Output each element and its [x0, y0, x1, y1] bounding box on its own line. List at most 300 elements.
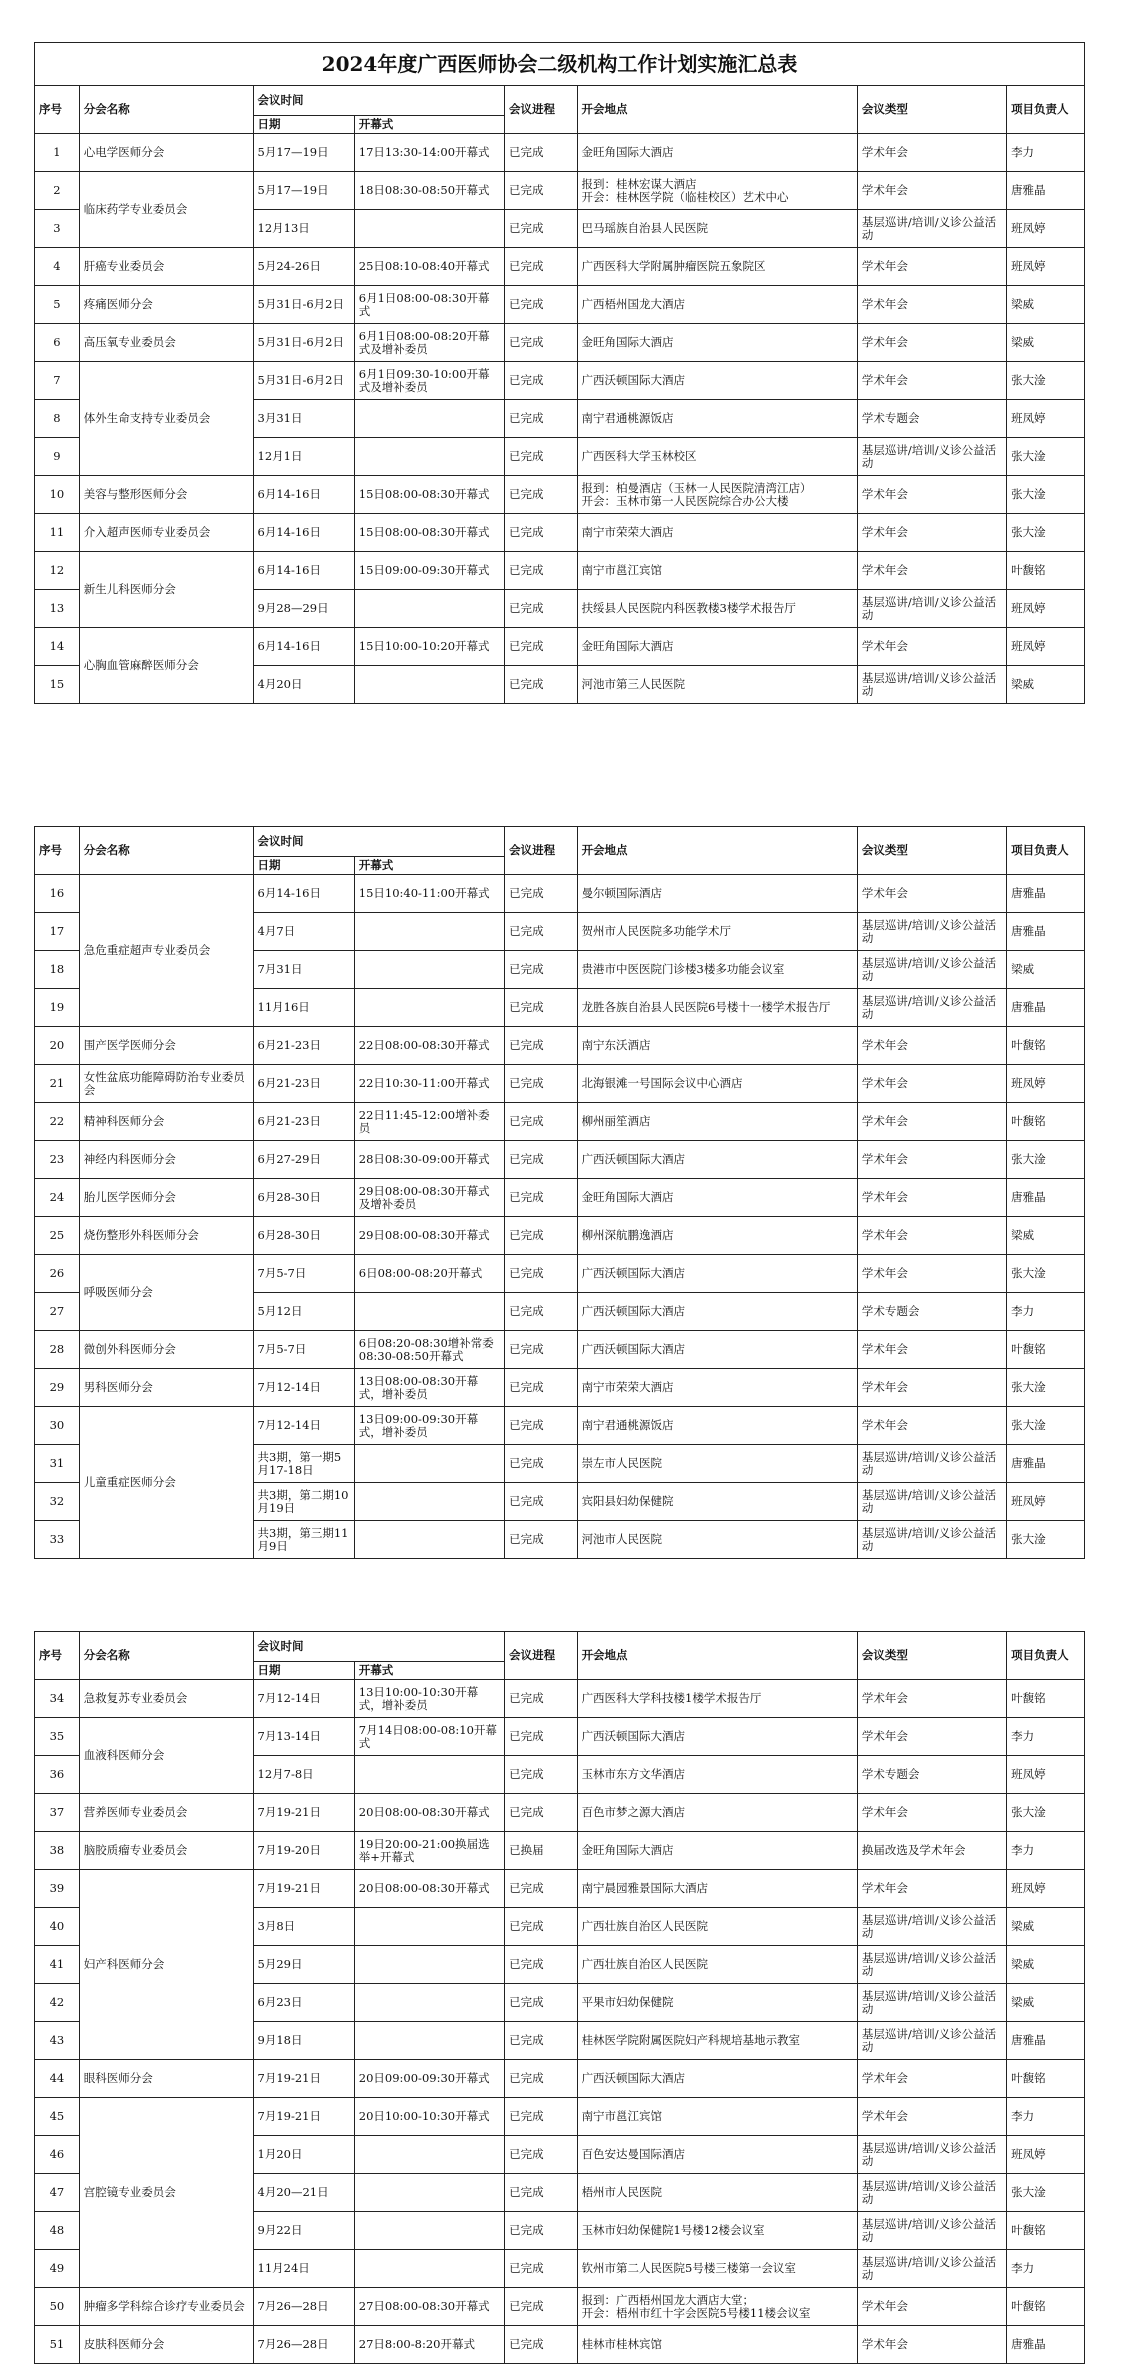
col-header-location: 开会地点 [577, 1632, 857, 1680]
branch-name: 肿瘤多学科综合诊疗专业委员会 [79, 2288, 253, 2326]
row-number: 17 [35, 913, 80, 951]
meeting-progress: 已完成 [505, 2212, 577, 2250]
row-number: 48 [35, 2212, 80, 2250]
project-owner: 唐雅晶 [1007, 989, 1085, 1027]
table-row [35, 1680, 1085, 1718]
project-owner: 李力 [1007, 1718, 1085, 1756]
row-number: 34 [35, 1680, 80, 1718]
col-header-progress: 会议进程 [505, 86, 577, 134]
meeting-progress: 已完成 [505, 2022, 577, 2060]
opening-time: 13日10:00-10:30开幕式，增补委员 [354, 1680, 504, 1718]
project-owner: 班凤婷 [1007, 1065, 1085, 1103]
meeting-location: 宾阳县妇幼保健院 [577, 1483, 857, 1521]
meeting-type: 学术专题会 [857, 400, 1006, 438]
row-number: 16 [35, 875, 80, 913]
meeting-date: 7月13-14日 [253, 1718, 354, 1756]
row-number: 25 [35, 1217, 80, 1255]
meeting-location: 广西壮族自治区人民医院 [577, 1908, 857, 1946]
meeting-location: 金旺角国际大酒店 [577, 324, 857, 362]
project-owner: 叶馥铭 [1007, 1027, 1085, 1065]
meeting-type: 基层巡讲/培训/义诊公益活动 [857, 2022, 1006, 2060]
project-owner: 班凤婷 [1007, 1483, 1085, 1521]
branch-name: 脑胶质瘤专业委员会 [79, 1832, 253, 1870]
meeting-progress: 已完成 [505, 1065, 577, 1103]
branch-name: 微创外科医师分会 [79, 1331, 253, 1369]
project-owner: 张大淦 [1007, 1407, 1085, 1445]
col-header-owner: 项目负责人 [1007, 86, 1085, 134]
table-row [35, 875, 1085, 913]
opening-time: 15日10:00-10:20开幕式 [354, 628, 504, 666]
project-owner: 叶馥铭 [1007, 1331, 1085, 1369]
opening-time: 15日10:40-11:00开幕式 [354, 875, 504, 913]
meeting-progress: 已完成 [505, 2174, 577, 2212]
row-number: 40 [35, 1908, 80, 1946]
meeting-location: 曼尔顿国际酒店 [577, 875, 857, 913]
opening-time [354, 2136, 504, 2174]
row-number: 37 [35, 1794, 80, 1832]
meeting-progress: 已完成 [505, 438, 577, 476]
meeting-date: 7月12-14日 [253, 1369, 354, 1407]
meeting-progress: 已完成 [505, 1331, 577, 1369]
col-header-opening: 开幕式 [354, 1662, 504, 1680]
table-row [35, 2098, 1085, 2136]
branch-name: 介入超声医师专业委员会 [79, 514, 253, 552]
branch-name: 儿童重症医师分会 [79, 1407, 253, 1559]
meeting-location: 河池市第三人民医院 [577, 666, 857, 704]
meeting-date: 6月21-23日 [253, 1027, 354, 1065]
meeting-progress: 已完成 [505, 1217, 577, 1255]
opening-time [354, 1521, 504, 1559]
project-owner: 梁威 [1007, 666, 1085, 704]
project-owner: 班凤婷 [1007, 400, 1085, 438]
table-row [35, 1179, 1085, 1217]
meeting-date: 5月12日 [253, 1293, 354, 1331]
project-owner: 梁威 [1007, 324, 1085, 362]
meeting-date: 6月14-16日 [253, 476, 354, 514]
row-number: 21 [35, 1065, 80, 1103]
meeting-progress: 已完成 [505, 2250, 577, 2288]
table-row [35, 1103, 1085, 1141]
meeting-type: 学术年会 [857, 1369, 1006, 1407]
meeting-date: 6月14-16日 [253, 628, 354, 666]
meeting-date: 5月31日-6月2日 [253, 362, 354, 400]
meeting-location: 南宁东沃酒店 [577, 1027, 857, 1065]
opening-time: 6月1日08:00-08:20开幕式及增补委员 [354, 324, 504, 362]
opening-time: 20日08:00-08:30开幕式 [354, 1794, 504, 1832]
row-number: 9 [35, 438, 80, 476]
row-number: 51 [35, 2326, 80, 2364]
row-number: 35 [35, 1718, 80, 1756]
meeting-type: 学术年会 [857, 552, 1006, 590]
row-number: 43 [35, 2022, 80, 2060]
opening-time [354, 2212, 504, 2250]
project-owner: 梁威 [1007, 1217, 1085, 1255]
meeting-progress: 已完成 [505, 248, 577, 286]
meeting-location: 报到：桂林宏谋大酒店 开会：桂林医学院（临桂校区）艺术中心 [577, 172, 857, 210]
col-header-owner: 项目负责人 [1007, 827, 1085, 875]
meeting-type: 学术年会 [857, 1065, 1006, 1103]
meeting-location: 贺州市人民医院多功能学术厅 [577, 913, 857, 951]
meeting-date: 共3期，第三期11月9日 [253, 1521, 354, 1559]
row-number: 27 [35, 1293, 80, 1331]
branch-name: 急救复苏专业委员会 [79, 1680, 253, 1718]
opening-time [354, 590, 504, 628]
meeting-location: 百色安达曼国际酒店 [577, 2136, 857, 2174]
meeting-location: 桂林市桂林宾馆 [577, 2326, 857, 2364]
project-owner: 张大淦 [1007, 514, 1085, 552]
meeting-progress: 已完成 [505, 286, 577, 324]
project-owner: 班凤婷 [1007, 1870, 1085, 1908]
meeting-progress: 已完成 [505, 1521, 577, 1559]
col-header-branch: 分会名称 [79, 827, 253, 875]
table-row [35, 1331, 1085, 1369]
meeting-location: 玉林市妇幼保健院1号楼12楼会议室 [577, 2212, 857, 2250]
summary-table-body [35, 1632, 1085, 2364]
project-owner: 李力 [1007, 134, 1085, 172]
col-header-date: 日期 [253, 1662, 354, 1680]
meeting-progress: 已完成 [505, 514, 577, 552]
project-owner: 梁威 [1007, 286, 1085, 324]
meeting-date: 4月20日 [253, 666, 354, 704]
table-row [35, 628, 1085, 666]
row-number: 11 [35, 514, 80, 552]
branch-name: 胎儿医学医师分会 [79, 1179, 253, 1217]
summary-table-2 [34, 826, 1085, 1559]
meeting-progress: 已完成 [505, 2326, 577, 2364]
meeting-location: 百色市梦之源大酒店 [577, 1794, 857, 1832]
meeting-date: 5月17—19日 [253, 134, 354, 172]
project-owner: 唐雅晶 [1007, 172, 1085, 210]
opening-time [354, 1293, 504, 1331]
row-number: 10 [35, 476, 80, 514]
project-owner: 李力 [1007, 1293, 1085, 1331]
row-number: 31 [35, 1445, 80, 1483]
project-owner: 叶馥铭 [1007, 2060, 1085, 2098]
opening-time [354, 210, 504, 248]
meeting-type: 基层巡讲/培训/义诊公益活动 [857, 989, 1006, 1027]
row-number: 23 [35, 1141, 80, 1179]
col-header-branch: 分会名称 [79, 1632, 253, 1680]
page-title: 2024年度广西医师协会二级机构工作计划实施汇总表 [35, 43, 1085, 86]
table-row [35, 514, 1085, 552]
opening-time: 15日09:00-09:30开幕式 [354, 552, 504, 590]
meeting-progress: 已完成 [505, 1908, 577, 1946]
meeting-progress: 已完成 [505, 1141, 577, 1179]
meeting-location: 北海银滩一号国际会议中心酒店 [577, 1065, 857, 1103]
meeting-location: 河池市人民医院 [577, 1521, 857, 1559]
row-number: 2 [35, 172, 80, 210]
meeting-type: 学术年会 [857, 1870, 1006, 1908]
meeting-date: 11月16日 [253, 989, 354, 1027]
row-number: 45 [35, 2098, 80, 2136]
summary-table-1 [34, 42, 1085, 704]
branch-name: 围产医学医师分会 [79, 1027, 253, 1065]
row-number: 4 [35, 248, 80, 286]
col-header-location: 开会地点 [577, 86, 857, 134]
meeting-progress: 已完成 [505, 666, 577, 704]
table-row [35, 1255, 1085, 1293]
opening-time [354, 2022, 504, 2060]
project-owner: 唐雅晶 [1007, 2022, 1085, 2060]
meeting-type: 学术年会 [857, 1407, 1006, 1445]
meeting-location: 报到：柏曼酒店（玉林一人民医院清湾江店） 开会：玉林市第一人民医院综合办公大楼 [577, 476, 857, 514]
table-row [35, 134, 1085, 172]
meeting-location: 金旺角国际大酒店 [577, 1832, 857, 1870]
meeting-location: 平果市妇幼保健院 [577, 1984, 857, 2022]
meeting-date: 共3期，第二期10月19日 [253, 1483, 354, 1521]
table-row [35, 1832, 1085, 1870]
project-owner: 张大淦 [1007, 1369, 1085, 1407]
project-owner: 唐雅晶 [1007, 1179, 1085, 1217]
meeting-location: 广西梧州国龙大酒店 [577, 286, 857, 324]
meeting-progress: 已完成 [505, 1407, 577, 1445]
meeting-progress: 已完成 [505, 913, 577, 951]
meeting-location: 南宁晨园雅景国际大酒店 [577, 1870, 857, 1908]
row-number: 46 [35, 2136, 80, 2174]
meeting-progress: 已完成 [505, 1718, 577, 1756]
opening-time: 28日08:30-09:00开幕式 [354, 1141, 504, 1179]
meeting-type: 基层巡讲/培训/义诊公益活动 [857, 913, 1006, 951]
meeting-location: 南宁市邕江宾馆 [577, 552, 857, 590]
opening-time: 20日09:00-09:30开幕式 [354, 2060, 504, 2098]
table-row [35, 248, 1085, 286]
meeting-progress: 已完成 [505, 1255, 577, 1293]
meeting-date: 5月31日-6月2日 [253, 286, 354, 324]
project-owner: 叶馥铭 [1007, 1103, 1085, 1141]
col-header-time: 会议时间 [253, 1632, 505, 1662]
row-number: 19 [35, 989, 80, 1027]
meeting-progress: 已完成 [505, 2098, 577, 2136]
meeting-progress: 已完成 [505, 951, 577, 989]
branch-name: 肝癌专业委员会 [79, 248, 253, 286]
meeting-progress: 已完成 [505, 1984, 577, 2022]
meeting-type: 基层巡讲/培训/义诊公益活动 [857, 2250, 1006, 2288]
col-header-location: 开会地点 [577, 827, 857, 875]
meeting-type: 学术年会 [857, 286, 1006, 324]
opening-time [354, 1946, 504, 1984]
row-number: 7 [35, 362, 80, 400]
meeting-progress: 已完成 [505, 210, 577, 248]
meeting-progress: 已完成 [505, 552, 577, 590]
branch-name: 眼科医师分会 [79, 2060, 253, 2098]
header-row [35, 1632, 1085, 1662]
opening-time: 22日08:00-08:30开幕式 [354, 1027, 504, 1065]
col-header-date: 日期 [253, 116, 354, 134]
project-owner: 梁威 [1007, 1984, 1085, 2022]
col-header-time: 会议时间 [253, 827, 505, 857]
meeting-type: 基层巡讲/培训/义诊公益活动 [857, 1908, 1006, 1946]
meeting-location: 广西沃顿国际大酒店 [577, 362, 857, 400]
meeting-progress: 已完成 [505, 1179, 577, 1217]
row-number: 29 [35, 1369, 80, 1407]
meeting-location: 南宁君通桃源饭店 [577, 1407, 857, 1445]
meeting-type: 基层巡讲/培训/义诊公益活动 [857, 210, 1006, 248]
table-row [35, 552, 1085, 590]
meeting-date: 9月18日 [253, 2022, 354, 2060]
col-header-progress: 会议进程 [505, 827, 577, 875]
project-owner: 梁威 [1007, 1908, 1085, 1946]
meeting-type: 学术年会 [857, 1217, 1006, 1255]
row-number: 41 [35, 1946, 80, 1984]
meeting-location: 南宁市荣荣大酒店 [577, 1369, 857, 1407]
meeting-type: 学术年会 [857, 2060, 1006, 2098]
meeting-location: 广西医科大学附属肿瘤医院五象院区 [577, 248, 857, 286]
meeting-location: 桂林医学院附属医院妇产科规培基地示教室 [577, 2022, 857, 2060]
meeting-date: 5月31日-6月2日 [253, 324, 354, 362]
meeting-location: 广西医科大学科技楼1楼学术报告厅 [577, 1680, 857, 1718]
row-number: 30 [35, 1407, 80, 1445]
branch-name: 疼痛医师分会 [79, 286, 253, 324]
summary-table-3 [34, 1631, 1085, 2364]
branch-name: 神经内科医师分会 [79, 1141, 253, 1179]
meeting-type: 学术年会 [857, 1255, 1006, 1293]
branch-name: 心胸血管麻醉医师分会 [79, 628, 253, 704]
meeting-location: 报到：广西梧州国龙大酒店大堂； 开会：梧州市红十字会医院5号楼11楼会议室 [577, 2288, 857, 2326]
project-owner: 张大淦 [1007, 1521, 1085, 1559]
meeting-date: 7月5-7日 [253, 1331, 354, 1369]
project-owner: 李力 [1007, 2098, 1085, 2136]
meeting-location: 贵港市中医医院门诊楼3楼多功能会议室 [577, 951, 857, 989]
col-header-opening: 开幕式 [354, 116, 504, 134]
meeting-location: 广西沃顿国际大酒店 [577, 1718, 857, 1756]
opening-time: 7月14日08:00-08:10开幕式 [354, 1718, 504, 1756]
branch-name: 呼吸医师分会 [79, 1255, 253, 1331]
meeting-progress: 已完成 [505, 628, 577, 666]
branch-name: 营养医师专业委员会 [79, 1794, 253, 1832]
row-number: 24 [35, 1179, 80, 1217]
meeting-progress: 已完成 [505, 1946, 577, 1984]
meeting-date: 6月28-30日 [253, 1217, 354, 1255]
row-number: 32 [35, 1483, 80, 1521]
meeting-location: 广西沃顿国际大酒店 [577, 2060, 857, 2098]
meeting-location: 金旺角国际大酒店 [577, 134, 857, 172]
branch-name: 美容与整形医师分会 [79, 476, 253, 514]
meeting-date: 9月28—29日 [253, 590, 354, 628]
meeting-location: 广西医科大学玉林校区 [577, 438, 857, 476]
meeting-type: 学术年会 [857, 134, 1006, 172]
meeting-location: 玉林市东方文华酒店 [577, 1756, 857, 1794]
opening-time: 29日08:00-08:30开幕式及增补委员 [354, 1179, 504, 1217]
row-number: 44 [35, 2060, 80, 2098]
meeting-progress: 已完成 [505, 172, 577, 210]
meeting-progress: 已完成 [505, 2288, 577, 2326]
opening-time: 15日08:00-08:30开幕式 [354, 476, 504, 514]
opening-time: 27日08:00-08:30开幕式 [354, 2288, 504, 2326]
meeting-type: 学术年会 [857, 2288, 1006, 2326]
meeting-type: 基层巡讲/培训/义诊公益活动 [857, 2212, 1006, 2250]
table-row [35, 1217, 1085, 1255]
meeting-date: 6月14-16日 [253, 514, 354, 552]
project-owner: 班凤婷 [1007, 2136, 1085, 2174]
meeting-location: 广西沃顿国际大酒店 [577, 1293, 857, 1331]
opening-time: 15日08:00-08:30开幕式 [354, 514, 504, 552]
meeting-progress: 已完成 [505, 1445, 577, 1483]
opening-time [354, 1756, 504, 1794]
branch-name: 高压氧专业委员会 [79, 324, 253, 362]
meeting-location: 南宁市邕江宾馆 [577, 2098, 857, 2136]
meeting-type: 学术年会 [857, 476, 1006, 514]
meeting-date: 1月20日 [253, 2136, 354, 2174]
row-number: 18 [35, 951, 80, 989]
meeting-type: 基层巡讲/培训/义诊公益活动 [857, 666, 1006, 704]
meeting-location: 广西沃顿国际大酒店 [577, 1255, 857, 1293]
meeting-date: 共3期，第一期5月17-18日 [253, 1445, 354, 1483]
meeting-type: 学术专题会 [857, 1756, 1006, 1794]
branch-name: 女性盆底功能障碍防治专业委员会 [79, 1065, 253, 1103]
table-row [35, 1794, 1085, 1832]
opening-time [354, 400, 504, 438]
opening-time [354, 666, 504, 704]
meeting-type: 基层巡讲/培训/义诊公益活动 [857, 1483, 1006, 1521]
branch-name: 皮肤科医师分会 [79, 2326, 253, 2364]
meeting-location: 龙胜各族自治县人民医院6号楼十一楼学术报告厅 [577, 989, 857, 1027]
opening-time [354, 2250, 504, 2288]
table-row [35, 2326, 1085, 2364]
meeting-type: 基层巡讲/培训/义诊公益活动 [857, 590, 1006, 628]
meeting-location: 柳州丽笙酒店 [577, 1103, 857, 1141]
meeting-location: 钦州市第二人民医院5号楼三楼第一会议室 [577, 2250, 857, 2288]
project-owner: 张大淦 [1007, 1255, 1085, 1293]
meeting-date: 4月7日 [253, 913, 354, 951]
project-owner: 张大淦 [1007, 1141, 1085, 1179]
row-number: 20 [35, 1027, 80, 1065]
row-number: 42 [35, 1984, 80, 2022]
meeting-type: 学术年会 [857, 875, 1006, 913]
meeting-location: 南宁市荣荣大酒店 [577, 514, 857, 552]
meeting-date: 5月29日 [253, 1946, 354, 1984]
meeting-progress: 已完成 [505, 590, 577, 628]
table-row [35, 1870, 1085, 1908]
meeting-date: 11月24日 [253, 2250, 354, 2288]
meeting-date: 7月12-14日 [253, 1407, 354, 1445]
meeting-progress: 已完成 [505, 1756, 577, 1794]
meeting-progress: 已换届 [505, 1832, 577, 1870]
col-header-owner: 项目负责人 [1007, 1632, 1085, 1680]
row-number: 14 [35, 628, 80, 666]
meeting-progress: 已完成 [505, 2136, 577, 2174]
row-number: 6 [35, 324, 80, 362]
row-number: 22 [35, 1103, 80, 1141]
project-owner: 梁威 [1007, 1946, 1085, 1984]
table-row [35, 1141, 1085, 1179]
meeting-date: 6月21-23日 [253, 1065, 354, 1103]
meeting-progress: 已完成 [505, 476, 577, 514]
opening-time: 20日08:00-08:30开幕式 [354, 1870, 504, 1908]
opening-time [354, 951, 504, 989]
meeting-type: 学术年会 [857, 2326, 1006, 2364]
branch-name: 妇产科医师分会 [79, 1870, 253, 2060]
branch-name: 心电学医师分会 [79, 134, 253, 172]
branch-name: 临床药学专业委员会 [79, 172, 253, 248]
col-header-date: 日期 [253, 857, 354, 875]
header-row [35, 86, 1085, 116]
summary-table-body [35, 827, 1085, 1559]
meeting-location: 广西沃顿国际大酒店 [577, 1331, 857, 1369]
meeting-location: 扶绥县人民医院内科医教楼3楼学术报告厅 [577, 590, 857, 628]
meeting-date: 6月14-16日 [253, 875, 354, 913]
meeting-progress: 已完成 [505, 1870, 577, 1908]
project-owner: 张大淦 [1007, 438, 1085, 476]
meeting-location: 巴马瑶族自治县人民医院 [577, 210, 857, 248]
meeting-date: 7月19-21日 [253, 1870, 354, 1908]
table-row [35, 362, 1085, 400]
meeting-location: 广西壮族自治区人民医院 [577, 1946, 857, 1984]
meeting-date: 9月22日 [253, 2212, 354, 2250]
meeting-progress: 已完成 [505, 875, 577, 913]
meeting-type: 学术年会 [857, 248, 1006, 286]
meeting-location: 梧州市人民医院 [577, 2174, 857, 2212]
meeting-progress: 已完成 [505, 2060, 577, 2098]
